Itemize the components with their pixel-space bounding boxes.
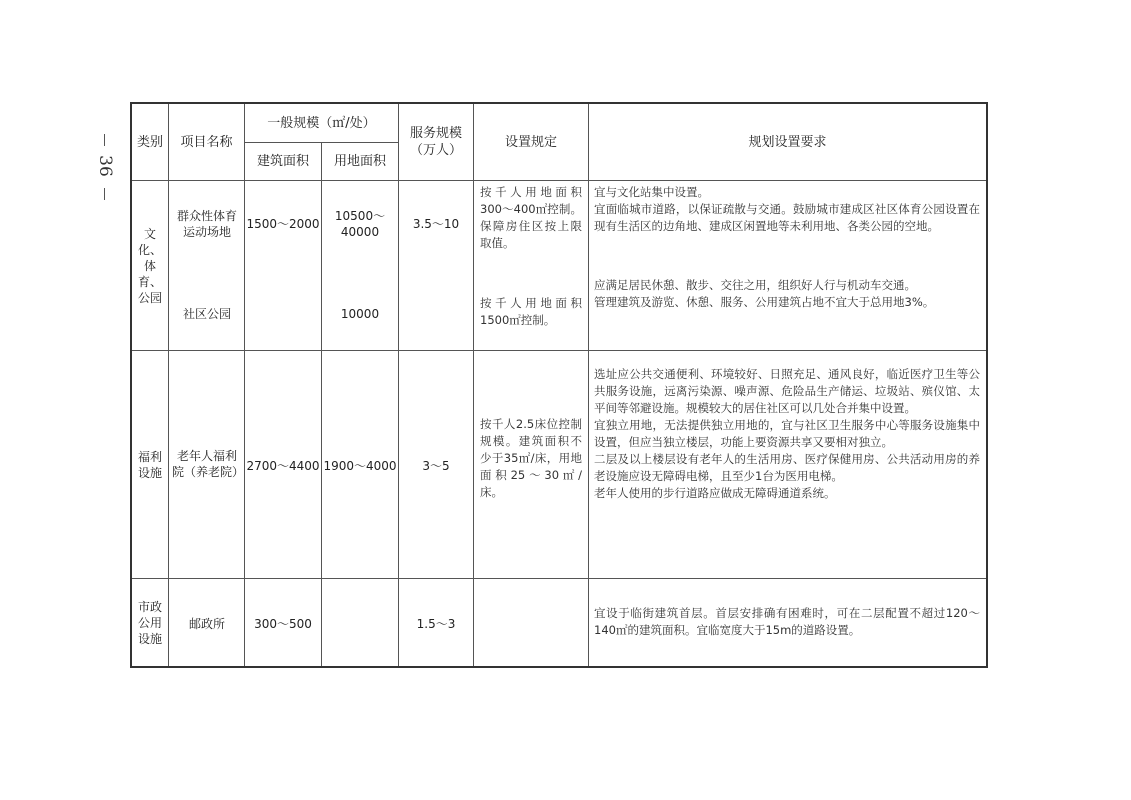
category-welfare: 福利设施 — [137, 449, 162, 480]
community-park-requirements — [594, 277, 980, 311]
section-divider-2 — [132, 578, 986, 579]
post-office-building-area: 300～500 — [254, 617, 312, 631]
post-office-service-scale: 1.5～3 — [416, 617, 456, 631]
requirement-text: 宜设于临街建筑首层。首层安排确有困难时，可在二层配置不超过120～140㎡的建筑面积。宜临宽度大于15m的道路设置。 — [594, 606, 980, 637]
requirement-text: 管理建筑及游览、休憩、服务、公用建筑占地不宜大于总用地3%。 — [594, 295, 935, 309]
post-office-land-area — [322, 612, 398, 636]
elderly-home-rule: 按千人2.5床位控制规模。建筑面积不少于35㎡/床，用地面积25～30㎡/床。 — [480, 417, 582, 499]
requirement-text: 宜独立用地，无法提供独立用地的，宜与社区卫生服务中心等服务设施集中设置，但应当独立楼层，功能上要资源共享又要相对独立。 — [594, 418, 980, 449]
community-park-service-scale — [399, 302, 473, 326]
col-line-4 — [398, 104, 399, 666]
page-number-dash-top — [104, 134, 105, 146]
project-elderly-home: 老年人福利院（养老院） — [172, 449, 245, 479]
category-municipal-utilities: 市政公用设施 — [137, 599, 162, 646]
header-bottom-line — [132, 180, 986, 181]
category-culture-sports-park: 文化、体育、公园 — [137, 226, 162, 305]
project-post-office: 邮政所 — [188, 617, 225, 631]
sports-ground-building-area: 1500～2000 — [246, 217, 320, 231]
requirement-text: 选址应公共交通便利、环境较好、日照充足、通风良好，临近医疗卫生等公共服务设施，远离污染源、噪声源、危险品生产储运、垃圾站、殡仪馆、太平间等邻避设施。规模较大的居住社区可以几处合并集中设置。 — [594, 367, 980, 415]
page-number-dash-bottom — [104, 188, 105, 200]
col-line-2 — [244, 104, 245, 666]
elderly-home-land-area: 1900～4000 — [323, 459, 397, 473]
header-category: 类别 — [136, 134, 163, 150]
requirement-text: 应满足居民休憩、散步、交往之用，组织好人行与机动车交通。 — [594, 278, 916, 292]
community-park-rule: 按千人用地面积1500㎡控制。 — [480, 296, 582, 327]
community-park-building-area — [245, 302, 321, 326]
header-building-area: 建筑面积 — [256, 154, 309, 169]
header-general-scale: 一般规模（㎡/处） — [267, 115, 376, 131]
elderly-home-requirements — [594, 366, 980, 502]
col-line-5 — [473, 104, 474, 666]
sports-ground-land-area: 10500～40000 — [334, 209, 386, 239]
sports-ground-service-scale: 3.5～10 — [412, 217, 460, 231]
col-line-6 — [588, 104, 589, 666]
sports-ground-rule: 按千人用地面积300～400㎡控制。保障房住区按上限取值。 — [480, 185, 582, 250]
community-park-land-area: 10000 — [340, 307, 380, 321]
facility-standards-table — [130, 102, 988, 668]
requirement-text: 二层及以上楼层设有老年人的生活用房、医疗保健用房、公共活动用房的养老设施应设无障碍电梯，且至少1台为医用电梯。 — [594, 452, 980, 483]
header-planning-requirements: 规划设置要求 — [748, 134, 827, 150]
page-number — [92, 148, 118, 184]
project-sports-ground: 群众性体育运动场地 — [176, 209, 237, 239]
page-number-text: 36 — [95, 155, 115, 177]
post-office-requirements — [594, 605, 980, 639]
elderly-home-building-area: 2700～4400 — [246, 459, 320, 473]
header-setting-rule: 设置规定 — [504, 134, 557, 150]
header-land-area: 用地面积 — [333, 154, 386, 169]
project-community-park: 社区公园 — [182, 307, 231, 321]
requirement-text: 宜面临城市道路，以保证疏散与交通。鼓励城市建成区社区体育公园设置在现有生活区的边角地、建成区闲置地等未利用地、各类公园的空地。 — [594, 202, 980, 233]
section-divider-1 — [132, 350, 986, 351]
header-service-scale: 服务规模（万人） — [409, 126, 462, 158]
header-project-name: 项目名称 — [180, 134, 233, 150]
sports-ground-requirements — [594, 184, 980, 235]
col-line-1 — [168, 104, 169, 666]
elderly-home-service-scale: 3～5 — [422, 459, 450, 473]
requirement-text: 宜与文化站集中设置。 — [594, 185, 709, 199]
requirement-text: 老年人使用的步行道路应做成无障碍通道系统。 — [594, 486, 836, 500]
